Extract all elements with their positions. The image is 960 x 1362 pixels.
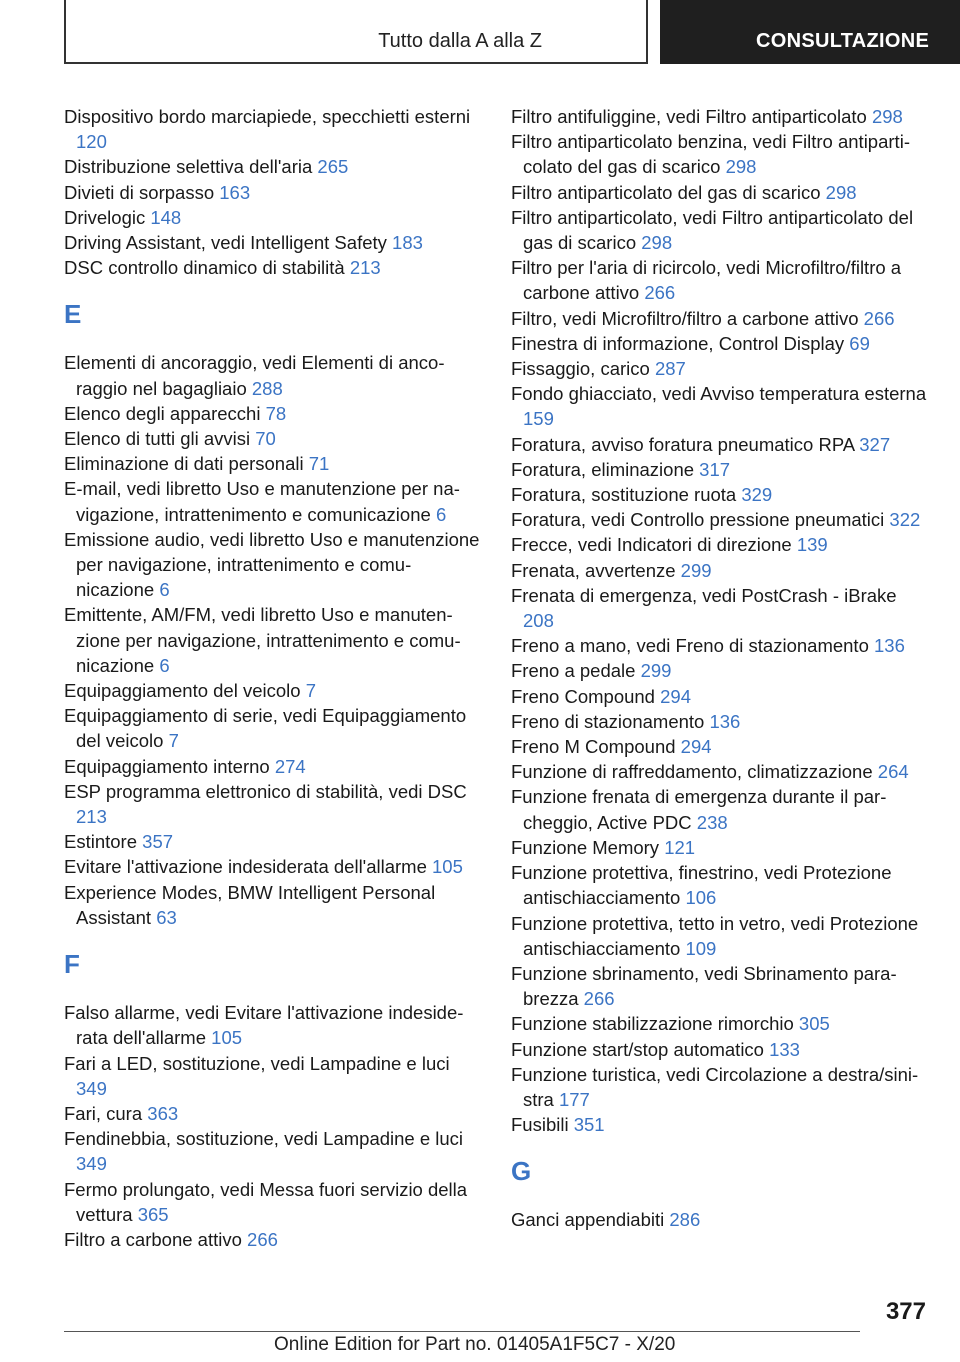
index-entry-text: Funzione di raffreddamento, climatizzazione [511, 761, 873, 783]
index-entry [511, 432, 929, 457]
index-entry-text: Ganci appendiabiti [511, 1209, 665, 1231]
index-entry [511, 558, 929, 583]
index-page-link[interactable]: 365 [137, 1203, 169, 1225]
index-entry-text: Fari, cura [64, 1102, 143, 1124]
index-page-link[interactable]: 7 [168, 730, 179, 752]
index-entry-text: Freno Compound [511, 685, 655, 707]
index-entry-text: Emissione audio, vedi libretto Uso e manutenzione per navigazione, intrattenimento e comunicazione [64, 528, 480, 601]
index-entry [511, 532, 929, 557]
index-entry-text: Filtro, vedi Microfiltro/filtro a carbone attivo [511, 307, 859, 329]
index-entry [511, 457, 929, 482]
index-page-link[interactable]: 305 [798, 1013, 830, 1035]
index-page-link[interactable]: 69 [849, 332, 870, 354]
index-page-link[interactable]: 287 [654, 358, 686, 380]
index-page-link[interactable]: 299 [640, 660, 672, 682]
index-page-link[interactable]: 105 [432, 856, 463, 878]
index-page-link[interactable]: 264 [877, 761, 909, 783]
index-entry-text: Foratura, vedi Controllo pressione pneumatici [511, 509, 885, 531]
index-entry-text: Estintore [64, 831, 138, 853]
index-entry [511, 961, 929, 1011]
index-entry-text: Frecce, vedi Indicatori di direzione [511, 534, 792, 556]
index-entry-text: Funzione Memory [511, 836, 660, 858]
index-page-link[interactable]: 363 [147, 1102, 179, 1124]
index-entry-text: DSC controllo dinamico di stabilità [64, 257, 345, 279]
index-page-link[interactable]: 7 [305, 680, 316, 702]
index-entry-text: E-mail, vedi libretto Uso e manutenzione per navigazione, intrattenimento e comunicazione [64, 478, 460, 525]
footer-divider [64, 1331, 860, 1332]
index-page-link[interactable]: 6 [435, 503, 447, 525]
index-page-link[interactable]: 299 [680, 559, 712, 581]
index-entry-text: Equipaggiamento interno [64, 755, 270, 777]
index-entry-text: Distribuzione selettiva dell'aria [64, 156, 313, 178]
index-entry [64, 1177, 482, 1227]
index-entry-text: Fendinebbia, sostituzione, vedi Lampadine e luci [64, 1128, 464, 1150]
index-entry-text: Drivelogic [64, 206, 146, 228]
index-entry-text: Experience Modes, BMW Intelligent Personal Assistant [64, 881, 436, 928]
index-page-link[interactable]: 274 [274, 755, 306, 777]
index-entry-text: Fari a LED, sostituzione, vedi Lampadine e luci [64, 1052, 450, 1074]
index-entry [64, 476, 482, 526]
index-entry [511, 583, 929, 633]
index-entry-text: Freno M Compound [511, 736, 676, 758]
index-page-link[interactable]: 213 [349, 257, 381, 279]
index-entry-text: Filtro per l'aria di ricircolo, vedi Microfiltro/filtro a carbone attivo [511, 257, 902, 304]
index-entry-text: Fissaggio, carico [511, 358, 650, 380]
page-number: 377 [885, 1298, 926, 1325]
index-entry-text: Freno a pedale [511, 660, 636, 682]
index-page-link[interactable]: 298 [871, 106, 903, 127]
index-entry [511, 835, 929, 860]
index-entry-text: Equipaggiamento del veicolo [64, 680, 301, 702]
index-entry [511, 734, 929, 759]
index-entry-text: Fermo prolungato, vedi Messa fuori servizio della vettura [64, 1178, 468, 1225]
index-entry [511, 860, 929, 910]
index-page-link[interactable]: 266 [863, 307, 895, 329]
index-page-link[interactable]: 288 [251, 377, 283, 399]
index-page-link[interactable]: 148 [150, 206, 182, 228]
header-frame [64, 0, 648, 64]
index-entry [511, 180, 929, 205]
index-entry [511, 507, 929, 532]
index-entry-text: Filtro antiparticolato benzina, vedi Filtro antiparticolato del gas di scarico [511, 131, 910, 178]
index-entry [64, 1101, 482, 1126]
index-entry [64, 401, 482, 426]
index-column-left [64, 104, 482, 1252]
index-page-link[interactable]: 298 [825, 181, 857, 203]
index-page-link[interactable]: 322 [889, 509, 921, 531]
index-page-link[interactable]: 121 [664, 836, 696, 858]
index-entry-text: Foratura, eliminazione [511, 458, 695, 480]
index-page-link[interactable]: 349 [76, 1153, 107, 1175]
index-entry-text: Funzione turistica, vedi Circolazione a destra/sinistra [511, 1063, 919, 1110]
index-entry [511, 684, 929, 709]
footer-edition: Online Edition for Part no. 01405A1F5C7 - X/20 [274, 1334, 676, 1355]
index-entry [511, 911, 929, 961]
index-entry [64, 1000, 482, 1050]
index-entry-text: Funzione protettiva, finestrino, vedi Protezione antischiacciamento [511, 862, 892, 909]
index-page-link[interactable]: 213 [76, 806, 107, 828]
index-entry [511, 784, 929, 834]
index-entry [511, 658, 929, 683]
index-entry [64, 829, 482, 854]
index-page-link[interactable]: 109 [685, 937, 717, 959]
index-entry [511, 356, 929, 381]
chapter-tab [660, 0, 960, 64]
index-page-link[interactable]: 286 [669, 1209, 701, 1231]
index-entry [64, 426, 482, 451]
index-entry-text: Finestra di informazione, Control Display [511, 332, 845, 354]
index-entry [511, 104, 929, 129]
chapter-tab-label: CONSULTAZIONE [756, 30, 930, 52]
index-entry-text: Freno a mano, vedi Freno di stazionamento [511, 635, 869, 657]
index-entry-text: Frenata, avvertenze [511, 559, 676, 581]
index-page-link[interactable]: 208 [523, 610, 554, 632]
index-page-link[interactable]: 6 [159, 654, 170, 676]
index-entry [64, 854, 482, 879]
index-entry [511, 633, 929, 658]
index-page-link[interactable]: 298 [725, 156, 757, 178]
index-page-link[interactable]: 120 [76, 131, 107, 153]
index-column-right [511, 104, 929, 1233]
index-page-link[interactable]: 357 [142, 831, 174, 853]
index-section-letter: F [64, 949, 80, 980]
index-entry-text: Funzione start/stop automatico [511, 1038, 764, 1060]
index-entry-text: Evitare l'attivazione indesiderata dell'allarme [64, 856, 427, 878]
index-page-link[interactable]: 183 [392, 232, 423, 254]
index-page-link[interactable]: 177 [558, 1088, 590, 1110]
index-page-link[interactable]: 70 [255, 428, 276, 450]
index-entry-text: Foratura, avviso foratura pneumatico RPA [511, 433, 855, 455]
index-entry-text: Elenco di tutti gli avvisi [64, 428, 251, 450]
index-entry [64, 703, 482, 753]
index-entry-text: Fondo ghiacciato, vedi Avviso temperatura esterna [511, 383, 927, 405]
index-entry-text: Elementi di ancoraggio, vedi Elementi di ancoraggio nel bagagliaio [64, 352, 445, 399]
index-page-link[interactable]: 294 [660, 685, 691, 707]
index-entry-text: Funzione frenata di emergenza durante il parcheggio, Active PDC [511, 786, 887, 833]
index-entry-text: Funzione protettiva, tetto in vetro, vedi Protezione antischiacciamento [511, 912, 919, 959]
index-entry [64, 678, 482, 703]
index-entry [64, 754, 482, 779]
index-entry-text: Funzione stabilizzazione rimorchio [511, 1013, 794, 1035]
index-entry [64, 230, 482, 255]
index-page-link[interactable]: 327 [859, 433, 891, 455]
index-entry [511, 1062, 929, 1112]
index-entry [511, 306, 929, 331]
index-entry [64, 602, 482, 678]
index-entry [511, 1037, 929, 1062]
section-title: Tutto dalla A alla Z [378, 30, 542, 52]
index-entry-text: Filtro antiparticolato, vedi Filtro antiparticolato del gas di scarico [511, 206, 914, 254]
index-entry [64, 1051, 482, 1101]
index-page-link[interactable]: 63 [156, 906, 177, 928]
index-page-link[interactable]: 136 [709, 710, 741, 732]
index-page-link[interactable]: 78 [265, 402, 287, 424]
index-entry [64, 527, 482, 603]
index-page-link[interactable]: 265 [317, 156, 349, 178]
index-page-link[interactable]: 329 [741, 484, 773, 506]
index-page-link[interactable]: 349 [76, 1077, 107, 1099]
index-page-link[interactable]: 139 [796, 534, 828, 556]
index-entry-text: Fusibili [511, 1114, 569, 1136]
index-entry [64, 880, 482, 930]
index-entry-text: Freno di stazionamento [511, 710, 705, 732]
index-page-link[interactable]: 105 [211, 1027, 243, 1049]
index-entry [64, 205, 482, 230]
index-entry-text: Equipaggiamento di serie, vedi Equipaggiamento del veicolo [64, 705, 467, 752]
index-entry-text: Funzione sbrinamento, vedi Sbrinamento parabrezza [511, 962, 897, 1010]
index-entry [511, 255, 929, 305]
index-entry [64, 180, 482, 205]
index-entry-text: Frenata di emergenza, vedi PostCrash - iBrake [511, 584, 897, 606]
index-page-link[interactable]: 133 [769, 1038, 800, 1060]
index-entry-text: Divieti di sorpasso [64, 181, 215, 203]
index-entry [64, 1227, 482, 1252]
index-page-link[interactable]: 351 [573, 1114, 605, 1136]
index-page-link[interactable]: 106 [685, 887, 717, 909]
index-entry [64, 104, 482, 154]
index-entry-text: Foratura, sostituzione ruota [511, 484, 737, 506]
index-page-link[interactable]: 163 [219, 181, 251, 203]
index-entry [511, 1207, 929, 1232]
index-entry-text: Filtro antifuliggine, vedi Filtro antiparticolato [511, 106, 867, 127]
index-section-letter: E [64, 299, 82, 330]
index-page-link[interactable]: 266 [583, 988, 615, 1010]
index-page-link[interactable]: 238 [696, 811, 728, 833]
index-entry [64, 154, 482, 179]
index-entry-text: Falso allarme, vedi Evitare l'attivazione indesiderata dell'allarme [64, 1002, 464, 1049]
index-page-link[interactable]: 71 [308, 453, 330, 475]
index-entry [511, 1112, 929, 1137]
index-entry-text: Elenco degli apparecchi [64, 402, 261, 424]
index-entry [511, 381, 929, 431]
index-entry [64, 350, 482, 400]
index-page-link[interactable]: 136 [874, 635, 905, 657]
index-entry-text: Filtro antiparticolato del gas di scarico [511, 181, 821, 203]
index-page-link[interactable]: 266 [247, 1228, 278, 1250]
index-entry [511, 205, 929, 255]
index-page-link[interactable]: 317 [699, 458, 731, 480]
index-entry [511, 331, 929, 356]
index-entry-text: Dispositivo bordo marciapiede, specchietti esterni [64, 106, 471, 127]
index-page-link[interactable]: 298 [641, 232, 673, 254]
index-entry [64, 255, 482, 280]
index-page-link[interactable]: 294 [680, 736, 712, 758]
index-entry-text: ESP programma elettronico di stabilità, vedi DSC [64, 780, 467, 802]
index-entry [64, 779, 482, 829]
index-entry [511, 129, 929, 179]
index-entry [511, 1011, 929, 1036]
index-entry [64, 1126, 482, 1176]
index-page-link[interactable]: 6 [159, 579, 170, 601]
index-page-link[interactable]: 266 [644, 282, 676, 304]
index-entry [64, 451, 482, 476]
index-entry [511, 759, 929, 784]
index-entry-text: Eliminazione di dati personali [64, 453, 304, 475]
index-entry-text: Emittente, AM/FM, vedi libretto Uso e manutenzione per navigazione, intrattenimento e comunicazione [64, 604, 461, 676]
index-entry-text: Driving Assistant, vedi Intelligent Safety [64, 232, 387, 254]
index-entry [511, 709, 929, 734]
index-entry [511, 482, 929, 507]
index-page-link[interactable]: 159 [523, 408, 554, 430]
index-entry-text: Filtro a carbone attivo [64, 1228, 242, 1250]
index-section-letter: G [511, 1156, 532, 1187]
